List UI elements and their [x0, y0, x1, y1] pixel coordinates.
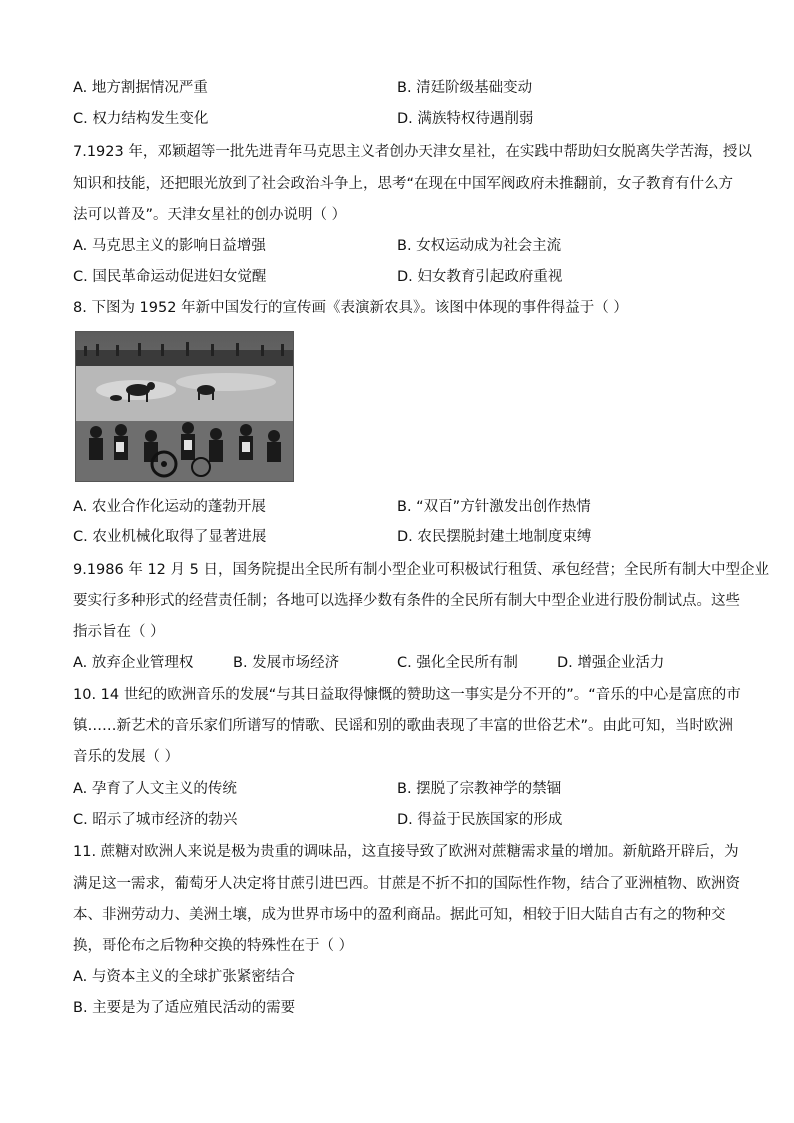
q6-option-c: C. 权力结构发生变化 — [73, 111, 209, 127]
q7-stem-line-3: 法可以普及”。天津女星社的创办说明（ ） — [73, 207, 347, 223]
q6-option-a: A. 地方割据情况严重 — [73, 80, 208, 96]
propaganda-painting-illustration — [76, 332, 293, 481]
q7-option-b: B. 女权运动成为社会主流 — [397, 238, 562, 254]
q9-option-d: D. 增强企业活力 — [557, 655, 665, 671]
q11-stem-line-4: 换，哥伦布之后物种交换的特殊性在于（ ） — [73, 938, 354, 954]
q6-option-b: B. 清廷阶级基础变动 — [397, 80, 533, 96]
q9-option-b: B. 发展市场经济 — [233, 655, 340, 671]
q9-stem-line-3: 指示旨在（ ） — [73, 624, 165, 640]
q11-stem-line-2: 满足这一需求，葡萄牙人决定将甘蔗引进巴西。甘蔗是不折不扣的国际性作物，结合了亚洲植物、欧洲资 — [73, 876, 740, 892]
q9-option-c: C. 强化全民所有制 — [397, 655, 518, 671]
q10-option-a: A. 孕育了人文主义的传统 — [73, 781, 237, 797]
q9-option-a: A. 放弃企业管理权 — [73, 655, 194, 671]
q8-stem-line-1: 8. 下图为 1952 年新中国发行的宣传画《表演新农具》。该图中体现的事件得益于（ ） — [73, 300, 628, 316]
q7-option-d: D. 妇女教育引起政府重视 — [397, 269, 563, 285]
propaganda-painting-image — [75, 331, 294, 482]
q10-option-d: D. 得益于民族国家的形成 — [397, 812, 563, 828]
q8-option-b: B. “双百”方针激发出创作热情 — [397, 499, 591, 515]
q10-option-b: B. 摆脱了宗教神学的禁锢 — [397, 781, 562, 797]
q10-option-c: C. 昭示了城市经济的勃兴 — [73, 812, 238, 828]
q7-stem-line-2: 知识和技能，还把眼光放到了社会政治斗争上，思考“在现在中国军阀政府未推翻前，女子教育有什么方 — [73, 176, 734, 192]
q10-stem-line-1: 10. 14 世纪的欧洲音乐的发展“与其日益取得慷慨的赞助这一事实是分不开的”。“音乐的中心是富庶的市 — [73, 687, 741, 703]
q10-stem-line-2: 镇……新艺术的音乐家们所谱写的情歌、民谣和别的歌曲表现了丰富的世俗艺术”。由此可知，当时欧洲 — [73, 718, 734, 734]
q10-stem-line-3: 音乐的发展（ ） — [73, 749, 180, 765]
q8-option-c: C. 农业机械化取得了显著进展 — [73, 529, 267, 545]
q11-option-a: A. 与资本主义的全球扩张紧密结合 — [73, 969, 295, 985]
q8-option-d: D. 农民摆脱封建土地制度束缚 — [397, 529, 592, 545]
q9-stem-line-1: 9.1986 年 12 月 5 日，国务院提出全民所有制小型企业可积极试行租赁、承包经营；全民所有制大中型企业 — [73, 562, 769, 578]
q8-option-a: A. 农业合作化运动的蓬勃开展 — [73, 499, 266, 515]
q11-stem-line-1: 11. 蔗糖对欧洲人来说是极为贵重的调味品，这直接导致了欧洲对蔗糖需求量的增加。新航路开辟后，为 — [73, 844, 739, 860]
q7-option-a: A. 马克思主义的影响日益增强 — [73, 238, 266, 254]
q9-stem-line-2: 要实行多种形式的经营责任制；各地可以选择少数有条件的全民所有制大中型企业进行股份制试点。这些 — [73, 593, 740, 609]
q7-stem-line-1: 7.1923 年，邓颖超等一批先进青年马克思主义者创办天津女星社，在实践中帮助妇女脱离失学苦海，授以 — [73, 144, 752, 160]
q11-option-b: B. 主要是为了适应殖民活动的需要 — [73, 1000, 296, 1016]
q7-option-c: C. 国民革命运动促进妇女觉醒 — [73, 269, 267, 285]
q6-option-d: D. 满族特权待遇削弱 — [397, 111, 534, 127]
q11-stem-line-3: 本、非洲劳动力、美洲土壤，成为世界市场中的盈利商品。据此可知，相较于旧大陆自古有之的物种交 — [73, 907, 726, 923]
